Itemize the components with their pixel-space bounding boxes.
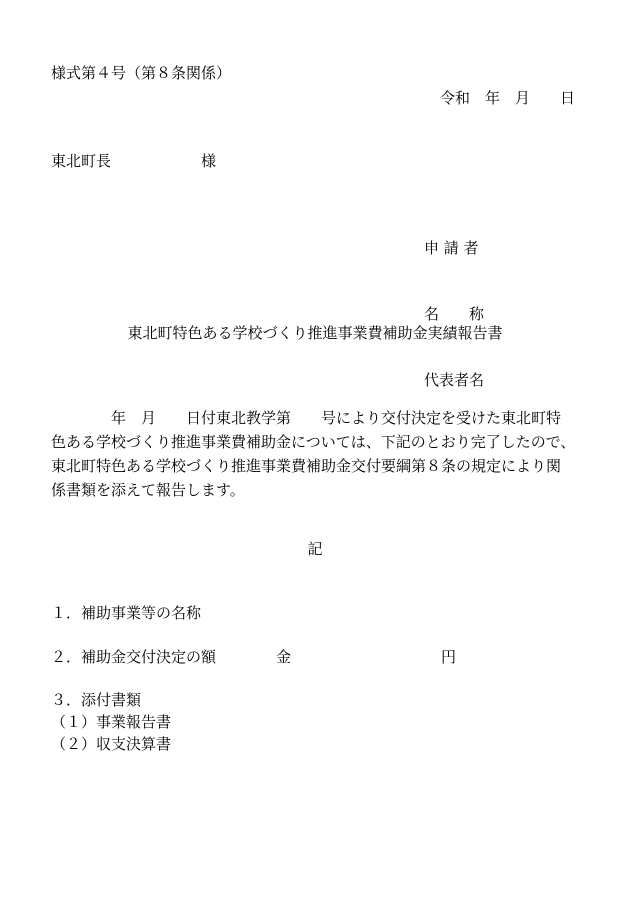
item-attachments: ３．添付書類 bbox=[51, 691, 142, 709]
applicant-label: 申 請 者 bbox=[424, 239, 479, 257]
attachment-settlement: （２）収支決算書 bbox=[51, 735, 172, 753]
body-paragraph bbox=[51, 406, 586, 502]
item-project-name: １．補助事業等の名称 bbox=[51, 604, 202, 622]
name-label: 名 称 bbox=[424, 305, 485, 323]
form-number: 様式第４号（第８条関係） bbox=[51, 64, 232, 82]
recipient: 東北町長 様 bbox=[51, 152, 217, 170]
attachment-business-report: （１）事業報告書 bbox=[51, 713, 172, 731]
body-line: 東北町特色ある学校づくり推進事業費補助金交付要綱第８条の規定により関 bbox=[51, 457, 562, 475]
date-line: 令和 年 月 日 bbox=[440, 89, 576, 107]
applicant-block bbox=[424, 193, 484, 413]
body-line: 色ある学校づくり推進事業費補助金については、下記のとおり完了したので、 bbox=[51, 433, 576, 451]
ki-heading: 記 bbox=[307, 540, 323, 558]
item-grant-amount: ２．補助金交付決定の額 金 円 bbox=[51, 648, 457, 666]
body-line: 年 月 日付東北教学第 号により交付決定を受けた東北町特 bbox=[51, 409, 562, 427]
body-line: 係書類を添えて報告します。 bbox=[51, 481, 245, 499]
representative-label: 代表者名 bbox=[424, 371, 485, 389]
document-title: 東北町特色ある学校づくり推進事業費補助金実績報告書 bbox=[127, 324, 503, 342]
